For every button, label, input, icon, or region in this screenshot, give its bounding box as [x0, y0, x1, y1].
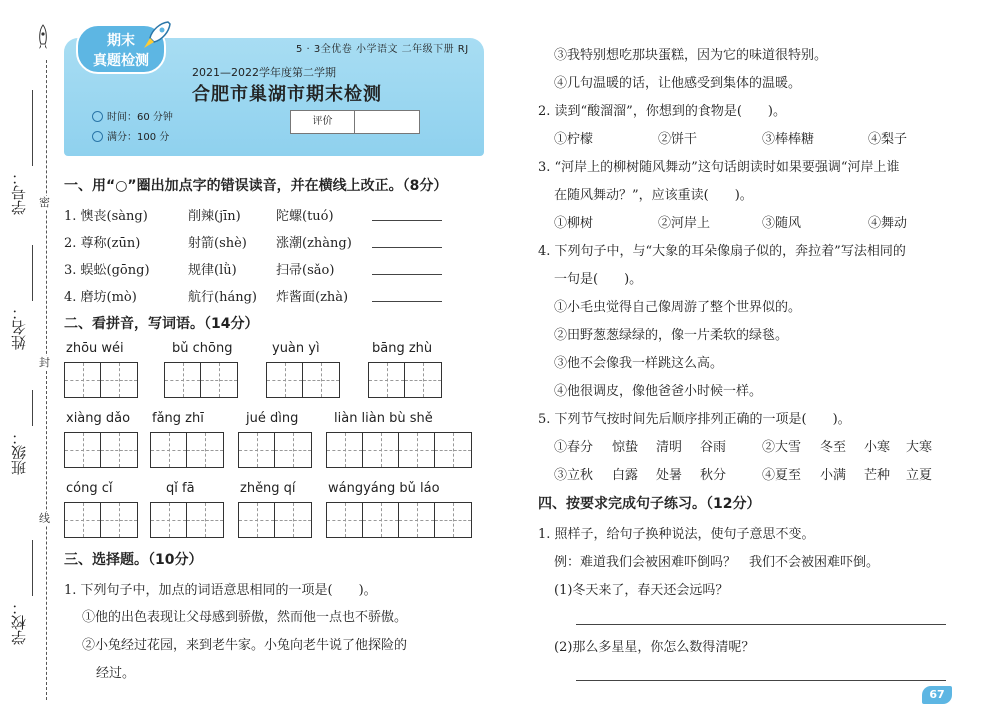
- option: 清明: [656, 440, 683, 455]
- s1-item: 2. 尊称(zūn): [64, 236, 141, 251]
- option: 小满: [820, 468, 847, 483]
- option: ④夏至: [762, 468, 802, 483]
- option: ③他不会像我一样跳这么高。: [554, 356, 724, 371]
- example-text: 例：难道我们会被困难吓倒吗？ 我们不会被困难吓倒。: [554, 555, 880, 570]
- clock-icon: [92, 111, 103, 122]
- s1-item: 4. 磨坊(mò): [64, 290, 137, 305]
- option: 立夏: [906, 468, 933, 483]
- student-id-label: 学号：: [10, 170, 28, 215]
- option: ④舞动: [868, 216, 908, 231]
- student-id-field[interactable]: [4, 90, 30, 230]
- question-s4-1: 1. 照样子，给句子换种说法，使句子意思不变。: [538, 527, 815, 542]
- option: 大寒: [906, 440, 933, 455]
- question-3: 3. “河岸上的柳树随风舞动”这句话朗读时如果要强调“河岸上谁: [538, 160, 900, 175]
- option: ③棒棒糖: [762, 132, 815, 147]
- pinyin-label: jué dìng: [246, 411, 299, 426]
- badge-line-1: 期末: [107, 33, 135, 49]
- option: ②大雪: [762, 440, 802, 455]
- option: ④梨子: [868, 132, 908, 147]
- s1-item: 1. 懊丧(sàng): [64, 209, 148, 224]
- school-term: 2021—2022学年度第二学期: [192, 66, 336, 79]
- answer-line[interactable]: [576, 680, 946, 681]
- option: 处暑: [656, 468, 683, 483]
- bind-mark: 封: [39, 356, 50, 369]
- bind-mark: 密: [39, 196, 50, 209]
- s1-item: 规律(lǜ): [188, 263, 237, 278]
- writing-grid[interactable]: [266, 362, 340, 398]
- option: ①春分: [554, 440, 594, 455]
- answer-line[interactable]: [372, 247, 442, 248]
- option: 冬至: [820, 440, 847, 455]
- score-info: 满分：100 分: [92, 128, 169, 143]
- writing-grid[interactable]: [238, 502, 312, 538]
- option: 秋分: [700, 468, 727, 483]
- option: ④几句温暖的话，让他感受到集体的温暖。: [554, 76, 802, 91]
- s1-item: 炸酱面(zhà): [276, 290, 349, 305]
- writing-grid[interactable]: [368, 362, 442, 398]
- series-label: 5 · 3全优卷 小学语文 二年级下册 RJ: [296, 44, 469, 55]
- option: ②田野葱葱绿绿的，像一片柔软的绿毯。: [554, 328, 789, 343]
- check-icon: [92, 131, 103, 142]
- question-4-cont: 一句是( )。: [554, 272, 643, 287]
- rocket-icon: [36, 24, 50, 52]
- writing-grid[interactable]: [64, 362, 138, 398]
- writing-grid[interactable]: [150, 432, 224, 468]
- section-2-heading: 二、看拼音，写词语。（14分）: [64, 316, 259, 332]
- pinyin-label: wángyáng bǔ láo: [328, 481, 440, 496]
- writing-grid[interactable]: [64, 502, 138, 538]
- pinyin-label: bǔ chōng: [172, 341, 233, 356]
- option: 惊蛰: [612, 440, 639, 455]
- pinyin-label: liàn liàn bù shě: [334, 411, 433, 426]
- answer-line[interactable]: [372, 220, 442, 221]
- answer-line[interactable]: [372, 274, 442, 275]
- question-2: 2. 读到“酸溜溜”，你想到的食物是( )。: [538, 104, 786, 119]
- option: ②饼干: [658, 132, 698, 147]
- evaluation-box[interactable]: [290, 110, 420, 134]
- option: ①小毛虫觉得自己像周游了整个世界似的。: [554, 300, 802, 315]
- rocket-icon: [140, 18, 174, 52]
- option: ②小兔经过花园，来到老牛家。小兔向老牛说了他探险的: [82, 638, 408, 653]
- option: ①他的出色表现让父母感到骄傲，然而他一点也不骄傲。: [82, 610, 408, 625]
- name-field[interactable]: [4, 245, 30, 375]
- option: 芒种: [864, 468, 891, 483]
- section-4-heading: 四、按要求完成句子练习。（12分）: [538, 496, 761, 512]
- badge-line-2: 真题检测: [93, 53, 149, 69]
- pinyin-label: zhōu wéi: [66, 341, 124, 356]
- writing-grid[interactable]: [326, 502, 472, 538]
- answer-line[interactable]: [576, 624, 946, 625]
- s1-item: 涨潮(zhàng): [276, 236, 352, 251]
- question-4: 4. 下列句子中，与“大象的耳朵像扇子似的，奔拉着”写法相同的: [538, 244, 906, 259]
- class-label: 班级：: [10, 430, 28, 475]
- s1-item: 陀螺(tuó): [276, 209, 334, 224]
- option: ④他很调皮，像他爸爸小时候一样。: [554, 384, 763, 399]
- binding-strip: [0, 0, 62, 714]
- writing-grid[interactable]: [164, 362, 238, 398]
- question-3-cont: 在随风舞动？”，应该重读( )。: [554, 188, 753, 203]
- option: ③随风: [762, 216, 802, 231]
- writing-grid[interactable]: [326, 432, 472, 468]
- option: ①柠檬: [554, 132, 594, 147]
- pinyin-label: fǎng zhī: [152, 411, 204, 426]
- s1-item: 3. 蜈蚣(gōng): [64, 263, 150, 278]
- pinyin-label: zhěng qí: [240, 481, 296, 496]
- pinyin-label: cóng cǐ: [66, 481, 113, 496]
- name-label: 姓名：: [10, 305, 28, 350]
- s1-item: 航行(háng): [188, 290, 257, 305]
- option: ②河岸上: [658, 216, 711, 231]
- question-5: 5. 下列节气按时间先后顺序排列正确的一项是( )。: [538, 412, 851, 427]
- class-field[interactable]: [4, 390, 30, 490]
- option: 经过。: [96, 666, 136, 681]
- question-1: 1. 下列句子中，加点的词语意思相同的一项是( )。: [64, 583, 377, 598]
- writing-grid[interactable]: [238, 432, 312, 468]
- page-title: 合肥市巢湖市期末检测: [192, 84, 382, 105]
- writing-grid[interactable]: [150, 502, 224, 538]
- pinyin-label: xiàng dǎo: [66, 411, 131, 426]
- sentence-2: (2)那么多星星，你怎么数得清呢？: [554, 640, 755, 655]
- bind-mark: 线: [39, 512, 50, 525]
- pinyin-label: bāng zhù: [372, 341, 433, 356]
- option: ③立秋: [554, 468, 594, 483]
- time-info: 时间：60 分钟: [92, 108, 173, 123]
- answer-line[interactable]: [372, 301, 442, 302]
- s1-item: 扫帚(sǎo): [276, 263, 335, 278]
- school-field[interactable]: [4, 540, 30, 660]
- cut-line: [46, 60, 47, 700]
- pinyin-label: qǐ fā: [166, 481, 195, 496]
- page-number: 67: [922, 686, 952, 704]
- section-1-heading: 一、用“○”圈出加点字的错误读音，并在横线上改正。（8分）: [64, 178, 448, 194]
- option: ③我特别想吃那块蛋糕，因为它的味道很特别。: [554, 48, 828, 63]
- sentence-1: (1)冬天来了，春天还会远吗？: [554, 583, 729, 598]
- writing-grid[interactable]: [64, 432, 138, 468]
- s1-item: 削辣(jīn): [188, 209, 241, 224]
- section-3-heading: 三、选择题。（10分）: [64, 552, 203, 568]
- evaluation-label: 评价: [291, 111, 355, 133]
- school-label: 学校：: [10, 600, 28, 645]
- option: 小寒: [864, 440, 891, 455]
- option: 谷雨: [700, 440, 727, 455]
- option: ①柳树: [554, 216, 594, 231]
- pinyin-label: yuàn yì: [272, 341, 320, 356]
- option: 白露: [612, 468, 639, 483]
- s1-item: 射箭(shè): [188, 236, 247, 251]
